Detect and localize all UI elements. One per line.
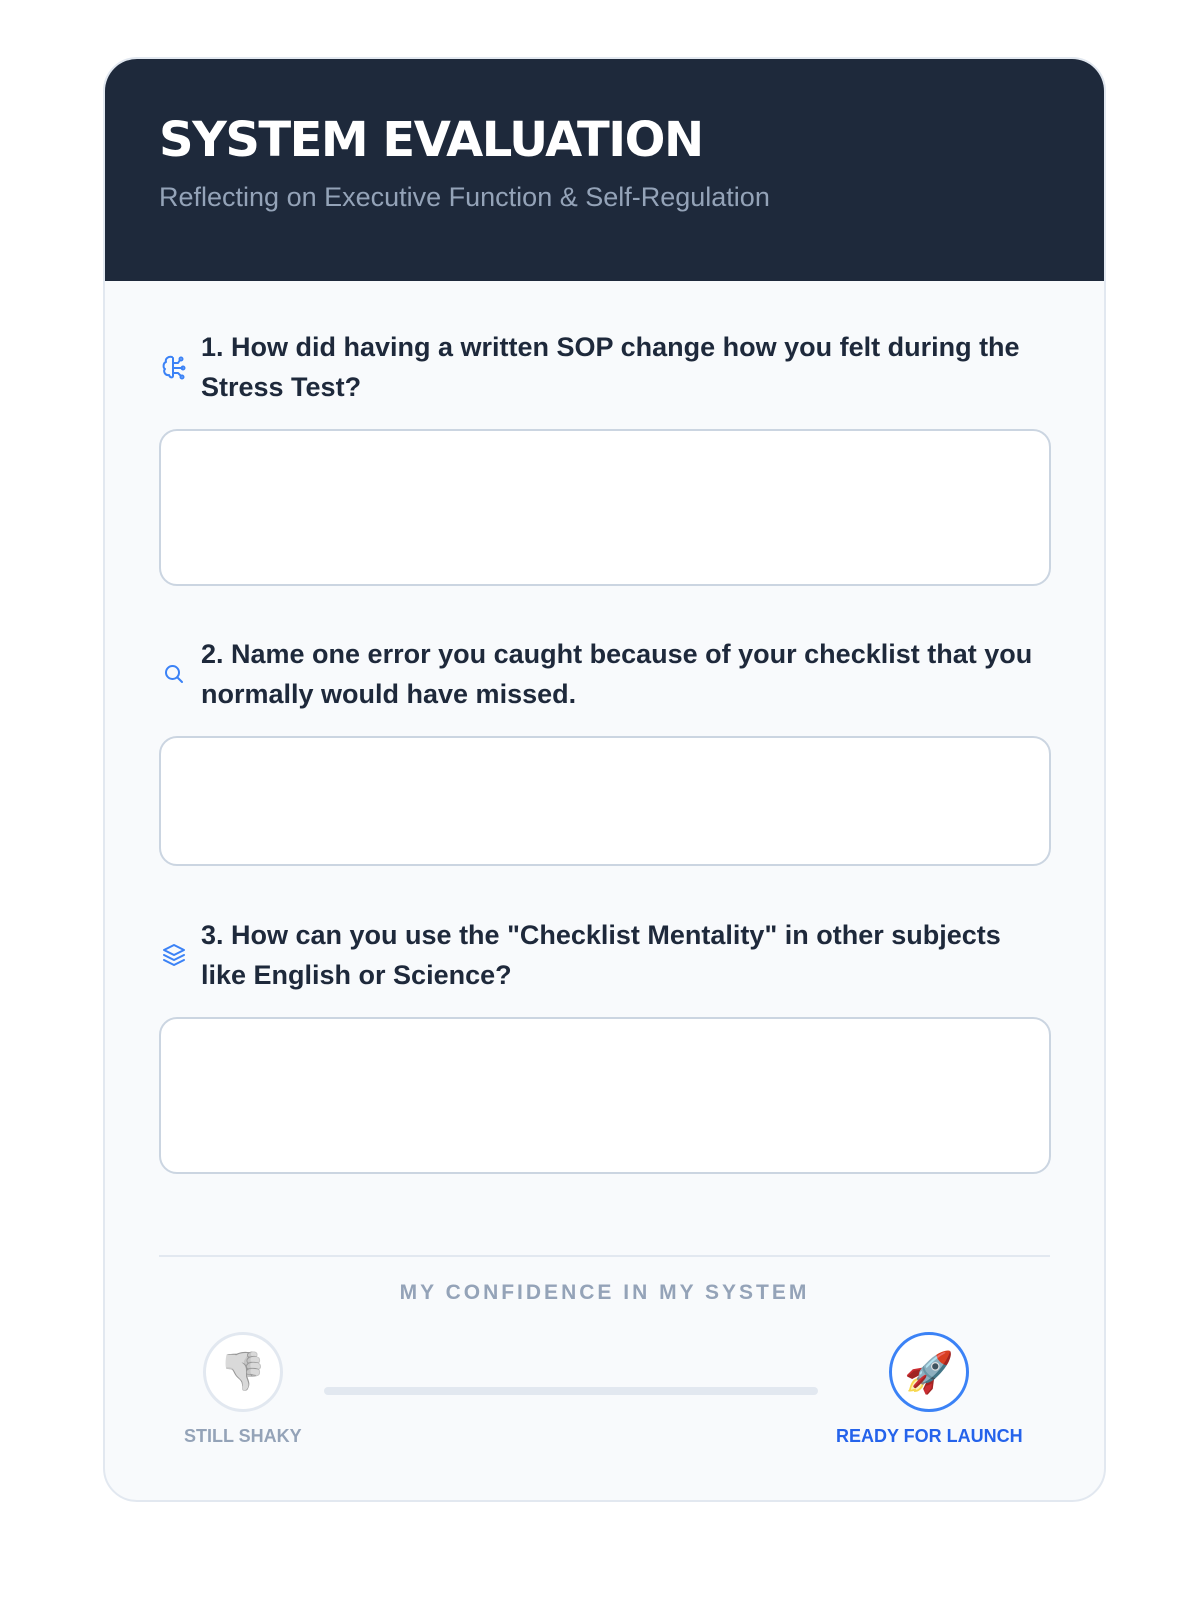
question-2-text: 2. Name one error you caught because of your checklist that you normally would have missed. xyxy=(201,639,1033,709)
answer-2-field[interactable] xyxy=(159,736,1051,866)
search-icon xyxy=(159,659,189,689)
brain-icon xyxy=(159,352,189,382)
page-subtitle: Reflecting on Executive Function & Self-Regulation xyxy=(159,182,770,212)
question-1 xyxy=(159,327,1050,586)
confidence-low-label: STILL SHAKY xyxy=(184,1426,302,1446)
answer-3-field[interactable] xyxy=(159,1017,1051,1174)
confidence-slider[interactable] xyxy=(324,1387,818,1395)
layers-icon xyxy=(159,940,189,970)
question-1-header xyxy=(159,327,1050,407)
high-emoji: 🚀 xyxy=(904,1350,955,1395)
confidence-high-option[interactable] xyxy=(836,1332,1023,1447)
question-3-header xyxy=(159,915,1050,995)
question-2-header xyxy=(159,634,1050,714)
question-1-text: 1. How did having a written SOP change how you felt during the Stress Test? xyxy=(201,332,1020,402)
confidence-high-label: READY FOR LAUNCH xyxy=(836,1426,1023,1446)
evaluation-card xyxy=(103,57,1106,1502)
answer-1-field[interactable] xyxy=(159,429,1051,586)
card-header xyxy=(105,59,1104,281)
section-divider xyxy=(159,1255,1050,1257)
question-3 xyxy=(159,915,1050,1174)
thumbs-down-icon[interactable] xyxy=(203,1332,283,1412)
low-emoji: 👎 xyxy=(219,1351,267,1393)
confidence-low-option[interactable] xyxy=(184,1332,302,1447)
question-2 xyxy=(159,634,1050,866)
confidence-label: MY CONFIDENCE IN MY SYSTEM xyxy=(399,1281,810,1304)
question-3-text: 3. How can you use the "Checklist Mentality" in other subjects like English or Science? xyxy=(201,920,1001,990)
rocket-icon[interactable] xyxy=(889,1332,969,1412)
page-title: SYSTEM EVALUATION xyxy=(159,112,703,168)
